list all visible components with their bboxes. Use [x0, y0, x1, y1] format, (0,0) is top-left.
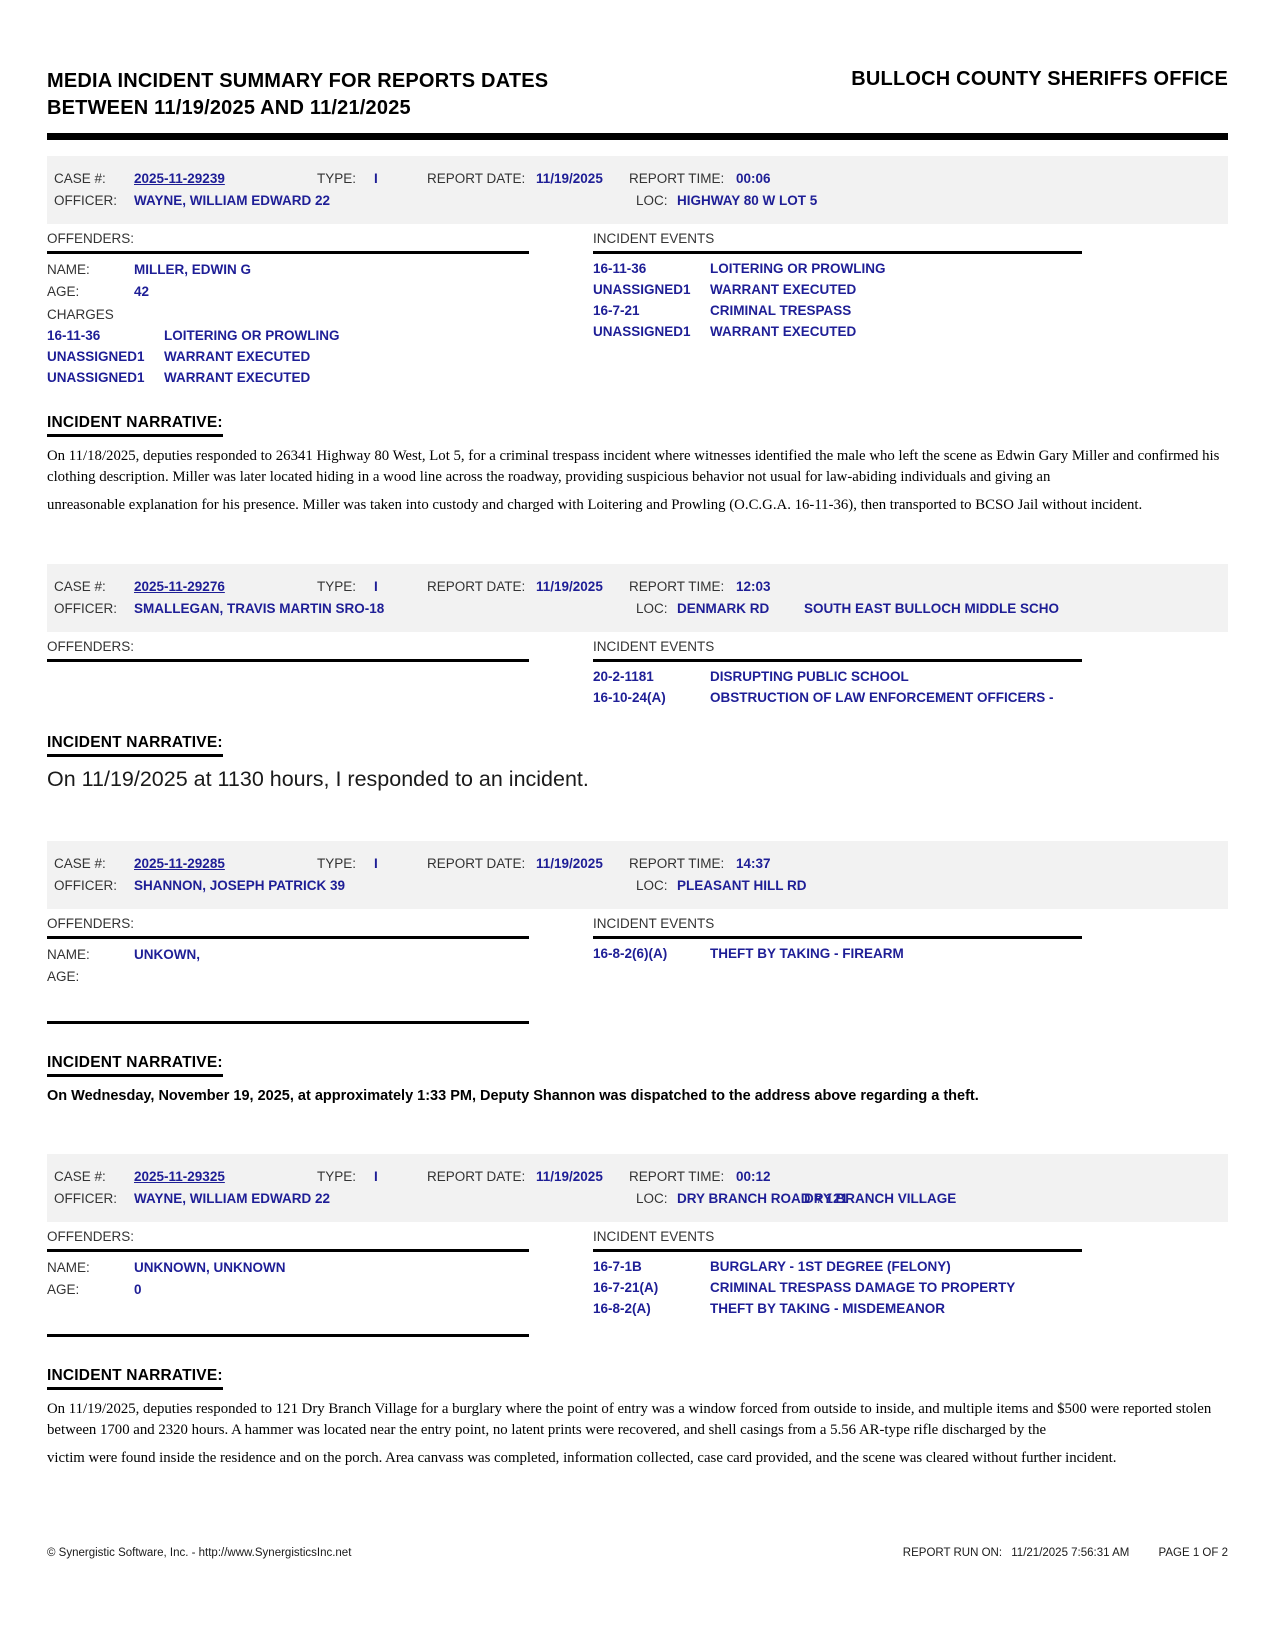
incident-event-description: CRIMINAL TRESPASS [710, 303, 852, 318]
case-number-link[interactable]: 2025-11-29276 [134, 579, 225, 594]
report-time-label: REPORT TIME: [629, 579, 725, 594]
page-title [47, 68, 707, 122]
type-label: TYPE: [317, 579, 357, 594]
report-date-value: 11/19/2025 [536, 856, 603, 871]
incident-event-row [593, 1260, 1082, 1273]
incident-event-code: 16-8-2(6)(A) [593, 946, 668, 961]
offender-age-row [47, 970, 529, 983]
case-block [47, 1154, 1228, 1469]
report-time-label: REPORT TIME: [629, 856, 725, 871]
charge-description: LOITERING OR PROWLING [164, 328, 340, 343]
incident-events-list [593, 1260, 1082, 1315]
narrative-paragraph: unreasonable explanation for his presence. Miller was taken into custody and charged with Loitering and Prowling (O.C.G.A. 16-11-36), then transported to BCSO Jail without incident. [47, 497, 1143, 513]
case-block [47, 564, 1228, 793]
location-value-2: SOUTH EAST BULLOCH MIDDLE SCHO [804, 601, 1059, 616]
incident-event-code: UNASSIGNED1 [593, 324, 691, 339]
offenders-heading: OFFENDERS: [47, 916, 529, 939]
location-value: DRY BRANCH ROAD # 121 [677, 1191, 849, 1206]
footer-run-info [897, 1547, 1228, 1559]
offenders-list [47, 948, 529, 1024]
narrative-paragraph: On 11/19/2025, deputies responded to 121 Dry Branch Village for a burglary where the point of entry was a window forced from outside to inside, and multiple items and $500 were reported stolen between 1700 and 2320 hours. A hammer was located near the entry point, no latent prints were recovered, and shell casings from a 5.56 AR-type rifle discharged by the [47, 1401, 1212, 1438]
charge-row [47, 371, 529, 384]
charge-description: WARRANT EXECUTED [164, 349, 311, 364]
incident-event-row [593, 262, 1082, 275]
offender-name-row [47, 1261, 529, 1274]
charge-row [47, 350, 529, 363]
incident-events-list [593, 670, 1082, 704]
offender-age-value: 0 [134, 1282, 142, 1297]
case-number-label: CASE #: [54, 1169, 106, 1184]
location-label: LOC: [636, 601, 668, 616]
incident-event-code: 16-7-1B [593, 1259, 642, 1274]
report-date-value: 11/19/2025 [536, 171, 603, 186]
offenders-heading: OFFENDERS: [47, 231, 529, 254]
location-label: LOC: [636, 1191, 668, 1206]
case-number-link[interactable]: 2025-11-29285 [134, 856, 225, 871]
charge-row [47, 329, 529, 342]
incident-events-column [593, 916, 1082, 1024]
incident-events-list [593, 947, 1082, 960]
case-header-row-1 [54, 170, 1222, 187]
type-label: TYPE: [317, 856, 357, 871]
charge-code: UNASSIGNED1 [47, 370, 145, 385]
incident-event-row [593, 283, 1082, 296]
location-label: LOC: [636, 878, 668, 893]
incident-narrative-heading: INCIDENT NARRATIVE: [47, 414, 223, 437]
narrative-paragraph: On 11/19/2025 at 1130 hours, I responded to an incident. [47, 767, 589, 791]
incident-event-row [593, 670, 1082, 683]
incident-events-column [593, 1229, 1082, 1337]
incident-narrative-heading: INCIDENT NARRATIVE: [47, 1054, 223, 1077]
location-value: HIGHWAY 80 W LOT 5 [677, 193, 818, 208]
case-header-band [47, 841, 1228, 909]
officer-label: OFFICER: [54, 878, 117, 893]
incident-event-row [593, 1302, 1082, 1315]
incident-event-description: CRIMINAL TRESPASS DAMAGE TO PROPERTY [710, 1280, 1016, 1295]
case-columns [47, 916, 1228, 1024]
report-time-value: 00:06 [736, 171, 771, 186]
incident-events-heading: INCIDENT EVENTS [593, 916, 1082, 939]
incident-events-heading: INCIDENT EVENTS [593, 1229, 1082, 1252]
incident-narrative-section [47, 414, 1228, 516]
page-title-line1: MEDIA INCIDENT SUMMARY FOR REPORTS DATES [47, 70, 549, 92]
officer-value: WAYNE, WILLIAM EDWARD 22 [134, 1191, 331, 1206]
incident-event-description: WARRANT EXECUTED [710, 324, 857, 339]
report-time-value: 12:03 [736, 579, 771, 594]
incident-narrative-heading: INCIDENT NARRATIVE: [47, 734, 223, 757]
incident-events-heading: INCIDENT EVENTS [593, 231, 1082, 254]
officer-value: SMALLEGAN, TRAVIS MARTIN SRO-18 [134, 601, 385, 616]
offender-age-label: AGE: [47, 1282, 80, 1297]
offender-age-label: AGE: [47, 969, 80, 984]
case-header-band [47, 1154, 1228, 1222]
offenders-list [47, 263, 529, 384]
report-run-label: REPORT RUN ON: [902, 1547, 1003, 1559]
offender-name-value: UNKNOWN, UNKNOWN [134, 1260, 286, 1275]
report-time-label: REPORT TIME: [629, 171, 725, 186]
incident-event-row [593, 304, 1082, 317]
type-value: I [374, 171, 378, 186]
officer-value: WAYNE, WILLIAM EDWARD 22 [134, 193, 331, 208]
report-time-label: REPORT TIME: [629, 1169, 725, 1184]
officer-label: OFFICER: [54, 1191, 117, 1206]
offenders-column [47, 916, 529, 1024]
offenders-bottom-rule [47, 1334, 529, 1337]
case-header-row-2 [54, 192, 1222, 209]
title-divider-rule [47, 133, 1228, 140]
case-header-row-1 [54, 578, 1222, 595]
offenders-column [47, 231, 529, 384]
incident-event-description: THEFT BY TAKING - MISDEMEANOR [710, 1301, 945, 1316]
offender-age-label: AGE: [47, 284, 80, 299]
incident-narrative-section [47, 734, 1228, 793]
charges-heading: CHARGES [47, 307, 114, 322]
case-block [47, 841, 1228, 1106]
incident-narrative-heading: INCIDENT NARRATIVE: [47, 1367, 223, 1390]
officer-value: SHANNON, JOSEPH PATRICK 39 [134, 878, 346, 893]
incident-event-description: THEFT BY TAKING - FIREARM [710, 946, 904, 961]
incident-narrative-text [47, 1399, 1228, 1469]
incident-event-row [593, 947, 1082, 960]
report-time-value: 00:12 [736, 1169, 771, 1184]
type-label: TYPE: [317, 171, 357, 186]
incident-event-description: BURGLARY - 1ST DEGREE (FELONY) [710, 1259, 951, 1274]
document-header [47, 68, 1228, 122]
report-date-label: REPORT DATE: [427, 579, 526, 594]
case-header-band [47, 156, 1228, 224]
officer-label: OFFICER: [54, 601, 117, 616]
location-value-2: DRY BRANCH VILLAGE [804, 1191, 957, 1206]
case-columns [47, 639, 1228, 704]
incident-event-code: 16-7-21 [593, 303, 640, 318]
page-title-line2: BETWEEN 11/19/2025 AND 11/21/2025 [47, 97, 411, 119]
agency-title: BULLOCH COUNTY SHERIFFS OFFICE [851, 68, 1228, 90]
case-header-row-2 [54, 877, 1222, 894]
charge-description: WARRANT EXECUTED [164, 370, 311, 385]
narrative-paragraph: victim were found inside the residence and on the porch. Area canvass was completed, information collected, case card provided, and the scene was cleared without further incident. [47, 1450, 1117, 1466]
incident-events-column [593, 231, 1082, 384]
incident-event-description: LOITERING OR PROWLING [710, 261, 886, 276]
page-number: PAGE 1 OF 2 [1158, 1547, 1228, 1559]
incident-events-list [593, 262, 1082, 338]
officer-label: OFFICER: [54, 193, 117, 208]
offender-name-row [47, 263, 529, 276]
type-label: TYPE: [317, 1169, 357, 1184]
document-footer [47, 1547, 1228, 1559]
offenders-column [47, 639, 529, 704]
offenders-column [47, 1229, 529, 1337]
offender-name-value: UNKOWN, [134, 947, 200, 962]
case-number-label: CASE #: [54, 579, 106, 594]
offenders-bottom-rule [47, 1021, 529, 1024]
incident-event-code: 20-2-1181 [593, 669, 654, 684]
incident-event-description: WARRANT EXECUTED [710, 282, 857, 297]
offender-age-row [47, 1283, 529, 1296]
incident-narrative-text [47, 446, 1228, 516]
incident-event-code: 16-10-24(A) [593, 690, 666, 705]
incident-narrative-section [47, 1367, 1228, 1469]
narrative-paragraph: On 11/18/2025, deputies responded to 26341 Highway 80 West, Lot 5, for a criminal trespass incident where witnesses identified the male who left the scene as Edwin Gary Miller and confirmed his clothing description. Miller was later located hiding in a wood line across the roadway, providing suspicious behavior not usual for law-abiding individuals and giving an [47, 448, 1220, 485]
incident-event-code: 16-8-2(A) [593, 1301, 651, 1316]
case-number-label: CASE #: [54, 171, 106, 186]
case-header-row-2 [54, 600, 1222, 617]
report-date-value: 11/19/2025 [536, 1169, 603, 1184]
case-number-link[interactable]: 2025-11-29325 [134, 1169, 225, 1184]
offenders-list [47, 1261, 529, 1337]
report-date-label: REPORT DATE: [427, 856, 526, 871]
case-block [47, 156, 1228, 516]
incident-event-row [593, 1281, 1082, 1294]
incident-event-row [593, 691, 1082, 704]
case-header-band [47, 564, 1228, 632]
incident-event-code: 16-11-36 [593, 261, 647, 276]
report-date-label: REPORT DATE: [427, 1169, 526, 1184]
case-columns [47, 231, 1228, 384]
footer-copyright: © Synergistic Software, Inc. - http://www.SynergisticsInc.net [47, 1547, 352, 1559]
case-header-row-1 [54, 855, 1222, 872]
offender-name-label: NAME: [47, 262, 90, 277]
report-date-value: 11/19/2025 [536, 579, 603, 594]
incident-events-heading: INCIDENT EVENTS [593, 639, 1082, 662]
offender-age-value: 42 [134, 284, 150, 299]
case-number-label: CASE #: [54, 856, 106, 871]
incident-narrative-text [47, 766, 1228, 793]
offenders-heading: OFFENDERS: [47, 1229, 529, 1252]
incident-event-code: 16-7-21(A) [593, 1280, 659, 1295]
incident-events-column [593, 639, 1082, 704]
incident-narrative-section [47, 1054, 1228, 1106]
narrative-paragraph: On Wednesday, November 19, 2025, at approximately 1:33 PM, Deputy Shannon was dispatched to the address above regarding a theft. [47, 1088, 979, 1104]
incident-event-row [593, 325, 1082, 338]
report-date-label: REPORT DATE: [427, 171, 526, 186]
location-value: DENMARK RD [677, 601, 770, 616]
incident-event-code: UNASSIGNED1 [593, 282, 691, 297]
type-value: I [374, 1169, 378, 1184]
charge-code: UNASSIGNED1 [47, 349, 145, 364]
case-number-link[interactable]: 2025-11-29239 [134, 171, 225, 186]
incident-narrative-text [47, 1086, 1228, 1106]
type-value: I [374, 579, 378, 594]
case-columns [47, 1229, 1228, 1337]
report-time-value: 14:37 [736, 856, 771, 871]
offender-name-label: NAME: [47, 1260, 90, 1275]
offenders-heading: OFFENDERS: [47, 639, 529, 662]
offender-age-row [47, 285, 529, 298]
location-value: PLEASANT HILL RD [677, 878, 807, 893]
offender-name-row [47, 948, 529, 961]
offender-name-label: NAME: [47, 947, 90, 962]
charge-code: 16-11-36 [47, 328, 101, 343]
offender-name-value: MILLER, EDWIN G [134, 262, 251, 277]
location-label: LOC: [636, 193, 668, 208]
case-list [47, 156, 1228, 1469]
case-header-row-2 [54, 1190, 1222, 1207]
type-value: I [374, 856, 378, 871]
incident-event-description: DISRUPTING PUBLIC SCHOOL [710, 669, 909, 684]
incident-event-description: OBSTRUCTION OF LAW ENFORCEMENT OFFICERS - [710, 690, 1054, 705]
report-run-datetime: 11/21/2025 7:56:31 AM [1011, 1547, 1130, 1559]
case-header-row-1 [54, 1168, 1222, 1185]
